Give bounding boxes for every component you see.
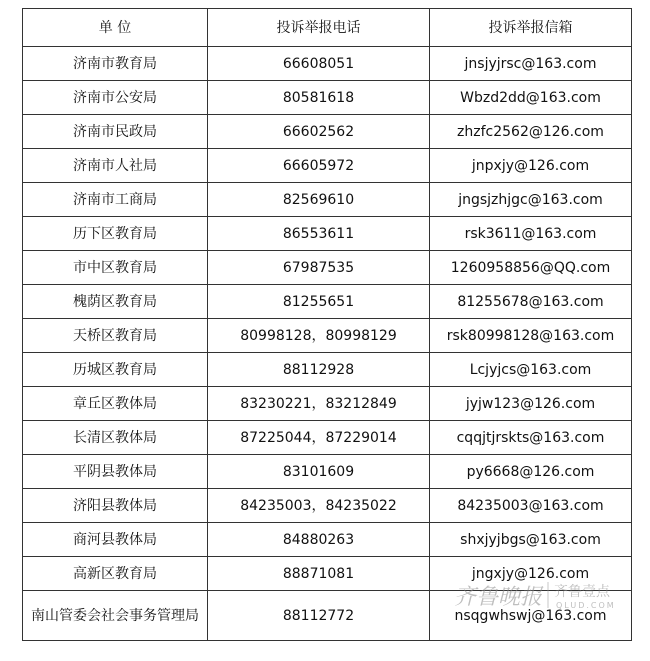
table-row bbox=[23, 217, 632, 251]
phone-cell: 66608051 bbox=[208, 47, 430, 81]
unit-cell: 商河县教体局 bbox=[23, 523, 208, 557]
phone-cell: 88112772 bbox=[208, 591, 430, 641]
table-row bbox=[23, 421, 632, 455]
phone-cell: 67987535 bbox=[208, 251, 430, 285]
email-cell: rsk80998128@163.com bbox=[430, 319, 632, 353]
phone-cell: 80998128，80998129 bbox=[208, 319, 430, 353]
table-row bbox=[23, 47, 632, 81]
watermark-brand: 齐鲁晚报 bbox=[454, 585, 543, 610]
email-cell: zhzfc2562@126.com bbox=[430, 115, 632, 149]
unit-cell: 济南市公安局 bbox=[23, 81, 208, 115]
phone-cell: 86553611 bbox=[208, 217, 430, 251]
header-unit: 单 位 bbox=[23, 9, 208, 47]
table-row bbox=[23, 81, 632, 115]
header-email: 投诉举报信箱 bbox=[430, 9, 632, 47]
email-cell: jngxjy@126.com bbox=[430, 557, 632, 591]
unit-cell: 历下区教育局 bbox=[23, 217, 208, 251]
unit-cell: 高新区教育局 bbox=[23, 557, 208, 591]
email-cell: cqqjtjrskts@163.com bbox=[430, 421, 632, 455]
email-cell: jnpxjy@126.com bbox=[430, 149, 632, 183]
contacts-table bbox=[22, 8, 632, 641]
phone-cell: 84235003，84235022 bbox=[208, 489, 430, 523]
email-cell: 84235003@163.com bbox=[430, 489, 632, 523]
unit-cell: 济南市工商局 bbox=[23, 183, 208, 217]
unit-cell: 济南市民政局 bbox=[23, 115, 208, 149]
email-cell: 81255678@163.com bbox=[430, 285, 632, 319]
header-phone: 投诉举报电话 bbox=[208, 9, 430, 47]
unit-cell: 市中区教育局 bbox=[23, 251, 208, 285]
phone-cell: 83230221，83212849 bbox=[208, 387, 430, 421]
phone-cell: 88112928 bbox=[208, 353, 430, 387]
email-cell: Lcjyjcs@163.com bbox=[430, 353, 632, 387]
table-row bbox=[23, 285, 632, 319]
unit-cell: 济南市人社局 bbox=[23, 149, 208, 183]
email-cell: py6668@126.com bbox=[430, 455, 632, 489]
email-cell: nsqgwhswj@163.com bbox=[430, 591, 632, 641]
phone-cell: 81255651 bbox=[208, 285, 430, 319]
watermark-domain: QLUD.COM bbox=[556, 601, 616, 610]
phone-cell: 66605972 bbox=[208, 149, 430, 183]
email-cell: Wbzd2dd@163.com bbox=[430, 81, 632, 115]
unit-cell: 历城区教育局 bbox=[23, 353, 208, 387]
unit-cell: 平阴县教体局 bbox=[23, 455, 208, 489]
phone-cell: 80581618 bbox=[208, 81, 430, 115]
phone-cell: 82569610 bbox=[208, 183, 430, 217]
phone-cell: 66602562 bbox=[208, 115, 430, 149]
email-cell: jyjw123@126.com bbox=[430, 387, 632, 421]
table-row bbox=[23, 387, 632, 421]
email-cell: jngsjzhjgc@163.com bbox=[430, 183, 632, 217]
unit-cell: 天桥区教育局 bbox=[23, 319, 208, 353]
phone-cell: 83101609 bbox=[208, 455, 430, 489]
email-cell: shxjyjbgs@163.com bbox=[430, 523, 632, 557]
unit-cell: 槐荫区教育局 bbox=[23, 285, 208, 319]
table-row bbox=[23, 557, 632, 591]
phone-cell: 84880263 bbox=[208, 523, 430, 557]
table-row bbox=[23, 455, 632, 489]
watermark-site: 齐鲁壹点 bbox=[554, 584, 610, 600]
table-row bbox=[23, 319, 632, 353]
unit-cell: 长清区教体局 bbox=[23, 421, 208, 455]
table-row bbox=[23, 149, 632, 183]
header-row bbox=[23, 9, 632, 47]
unit-cell: 章丘区教体局 bbox=[23, 387, 208, 421]
email-cell: jnsjyjrsc@163.com bbox=[430, 47, 632, 81]
table-row bbox=[23, 353, 632, 387]
unit-cell: 济阳县教体局 bbox=[23, 489, 208, 523]
phone-cell: 88871081 bbox=[208, 557, 430, 591]
table-row bbox=[23, 115, 632, 149]
table-row bbox=[23, 251, 632, 285]
unit-cell: 济南市教育局 bbox=[23, 47, 208, 81]
phone-cell: 87225044，87229014 bbox=[208, 421, 430, 455]
table-row bbox=[23, 489, 632, 523]
unit-cell: 南山管委会社会事务管理局 bbox=[23, 591, 208, 641]
table-row bbox=[23, 591, 632, 641]
table-row bbox=[23, 523, 632, 557]
email-cell: 1260958856@QQ.com bbox=[430, 251, 632, 285]
email-cell: rsk3611@163.com bbox=[430, 217, 632, 251]
table-row bbox=[23, 183, 632, 217]
